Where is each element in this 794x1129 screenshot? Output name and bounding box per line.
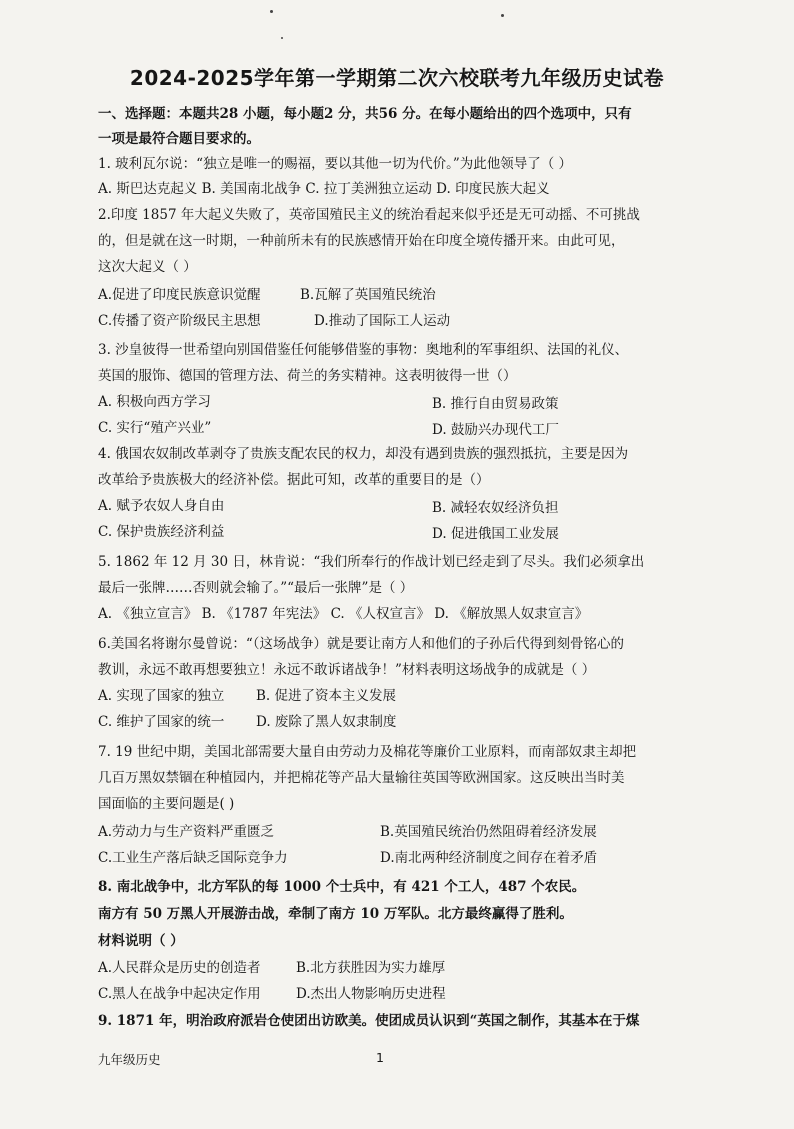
question-4-stem: 4. 俄国农奴制改革剥夺了贵族支配农民的权力，却没有遇到贵族的强烈抵抗，主要是因为 — [98, 446, 629, 462]
exam-title: 2024-2025学年第一学期第二次六校联考九年级历史试卷 — [129, 66, 665, 90]
question-6-option-d: D. 废除了黑人奴隶制度 — [256, 714, 397, 730]
section-heading: 一、选择题：本题共28 小题，每小题2 分，共56 分。在每小题给出的四个选项中，只有 — [98, 106, 632, 122]
question-1-stem: 1. 玻利瓦尔说：“独立是唯一的赐福，要以其他一切为代价。”为此他领导了（ ） — [98, 156, 573, 172]
question-2-option-d: D.推动了国际工人运动 — [314, 313, 451, 329]
question-8-stem-cont: 南方有 50 万黑人开展游击战，牵制了南方 10 万军队。北方最终赢得了胜利。 — [98, 906, 573, 922]
question-8-stem: 8. 南北战争中，北方军队的每 1000 个士兵中，有 421 个工人，487 个农民。 — [98, 879, 586, 895]
question-3-option-b: B. 推行自由贸易政策 — [432, 396, 559, 412]
question-8-option-b: B.北方获胜因为实力雄厚 — [296, 960, 446, 976]
question-4-option-d: D. 促进俄国工业发展 — [432, 526, 559, 542]
question-8-option-c: C.黑人在战争中起决定作用 — [98, 986, 261, 1002]
question-3-option-a: A. 积极向西方学习 — [98, 394, 211, 410]
footer-subject: 九年级历史 — [98, 1052, 161, 1067]
question-6-option-b: B. 促进了资本主义发展 — [256, 688, 397, 704]
question-4-stem-cont: 改革给予贵族极大的经济补偿。据此可知，改革的重要目的是（） — [98, 472, 490, 488]
question-3-stem: 3. 沙皇彼得一世希望向别国借鉴任何能够借鉴的事物：奥地利的军事组织、法国的礼仪、 — [98, 342, 629, 358]
question-2-option-c: C.传播了资产阶级民主思想 — [98, 313, 261, 329]
question-6-option-c: C. 维护了国家的统一 — [98, 714, 225, 730]
question-3-stem-cont: 英国的服饰、德国的管理方法、荷兰的务实精神。这表明彼得一世（） — [98, 368, 517, 384]
question-9-stem: 9. 1871 年，明治政府派岩仓使团出访欧美。使团成员认识到“英国之制作，其基本在于煤 — [98, 1013, 640, 1029]
question-6-stem: 6.美国名将谢尔曼曾说：“（这场战争）就是要让南方人和他们的子孙后代得到刻骨铭心的 — [98, 636, 625, 652]
question-4-option-b: B. 减轻农奴经济负担 — [432, 500, 559, 516]
scan-speck — [501, 14, 504, 17]
question-4-option-a: A. 赋予农奴人身自由 — [98, 498, 225, 514]
question-7-option-a: A.劳动力与生产资料严重匮乏 — [98, 824, 275, 840]
question-3-option-d: D. 鼓励兴办现代工厂 — [432, 422, 559, 438]
page-number: 1 — [376, 1050, 384, 1065]
question-4-option-c: C. 保护贵族经济利益 — [98, 524, 225, 540]
question-8-stem-end: 材料说明（ ） — [98, 933, 184, 949]
question-6-stem-cont: 教训，永远不敢再想要独立！永远不敢诉诸战争！”材料表明这场战争的成就是（ ） — [98, 662, 596, 678]
question-5-stem-cont: 最后一张牌……否则就会输了。”“最后一张牌”是（ ） — [98, 580, 414, 596]
question-7-option-b: B.英国殖民统治仍然阻碍着经济发展 — [380, 824, 597, 840]
question-3-option-c: C. 实行“殖产兴业” — [98, 420, 212, 436]
question-2-option-b: B.瓦解了英国殖民统治 — [300, 287, 436, 303]
section-heading-cont: 一项是最符合题目要求的。 — [98, 131, 260, 147]
question-6-option-a: A. 实现了国家的独立 — [98, 688, 225, 704]
question-7-option-d: D.南北两种经济制度之间存在着矛盾 — [380, 850, 598, 866]
scan-speck — [270, 10, 273, 13]
question-8-option-d: D.杰出人物影响历史进程 — [296, 986, 446, 1002]
question-5-options: A. 《独立宣言》 B. 《1787 年宪法》 C. 《人权宣言》 D. 《解放黑人奴隶宣言》 — [98, 606, 589, 622]
question-2-option-a: A.促进了印度民族意识觉醒 — [98, 287, 261, 303]
question-7-stem-end: 国面临的主要问题是( ) — [98, 796, 235, 812]
question-7-stem-cont: 几百万黑奴禁锢在种植园内，并把棉花等产品大量输往英国等欧洲国家。这反映出当时美 — [98, 770, 625, 786]
question-7-stem: 7. 19 世纪中期，美国北部需要大量自由劳动力及棉花等廉价工业原料，而南部奴隶主却把 — [98, 744, 637, 760]
question-2-stem-end: 这次大起义（ ） — [98, 259, 197, 275]
question-8-option-a: A.人民群众是历史的创造者 — [98, 960, 261, 976]
question-7-option-c: C.工业生产落后缺乏国际竞争力 — [98, 850, 288, 866]
question-5-stem: 5. 1862 年 12 月 30 日，林肯说：“我们所奉行的作战计划已经走到了尽头。我们必须拿出 — [98, 554, 645, 570]
question-2-stem: 2.印度 1857 年大起义失败了，英帝国殖民主义的统治看起来似乎还是无可动摇、不可挑战 — [98, 207, 640, 223]
question-1-options: A. 斯巴达克起义 B. 美国南北战争 C. 拉丁美洲独立运动 D. 印度民族大起义 — [98, 181, 550, 197]
question-2-stem-cont: 的，但是就在这一时期，一种前所未有的民族感情开始在印度全境传播开来。由此可见， — [98, 233, 625, 249]
scan-speck — [281, 37, 283, 39]
